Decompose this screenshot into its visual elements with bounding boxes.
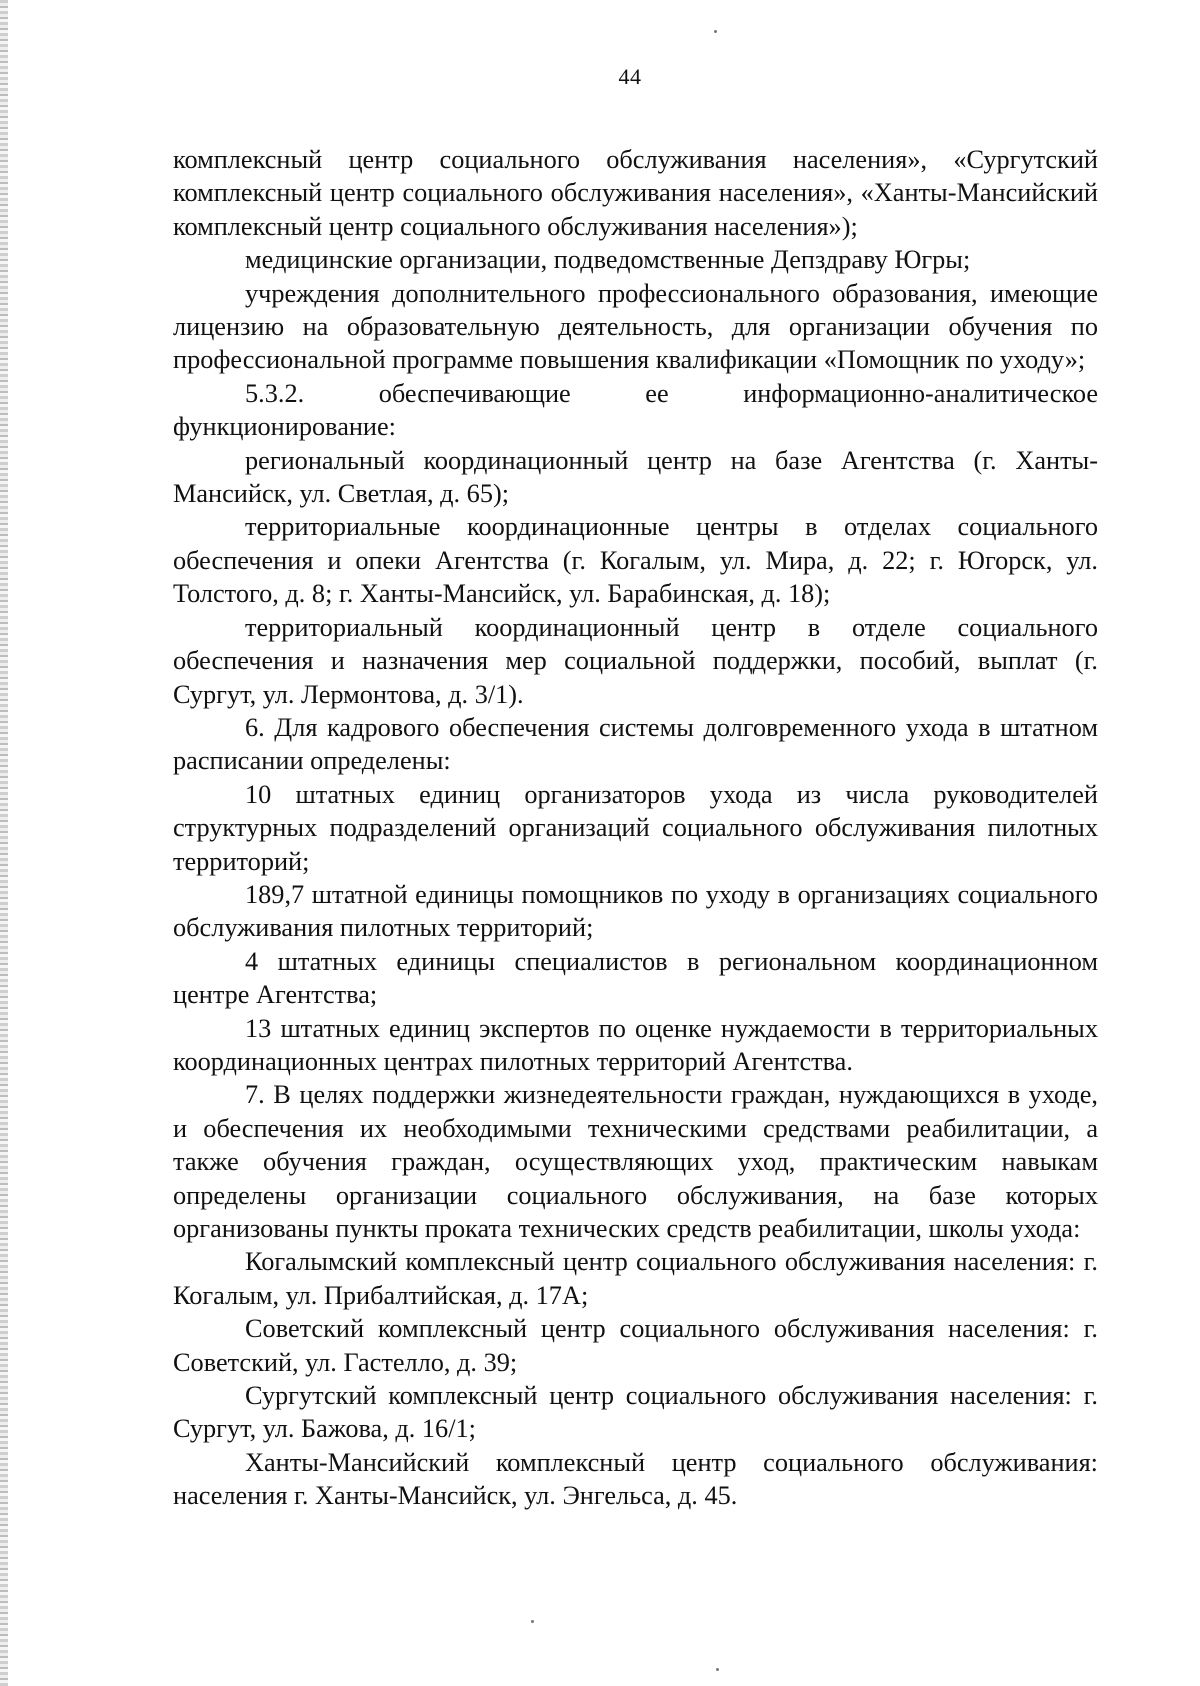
paragraph: Ханты-Мансийский комплексный центр социального обслуживания: населения г. Ханты-Мансийск, ул. Энгельса, д. 45. xyxy=(173,1447,1098,1511)
scan-edge-artifact xyxy=(0,0,8,1686)
page-number: 44 xyxy=(618,64,642,89)
paragraph: 7. В целях поддержки жизнедеятельности граждан, нуждающихся в уходе, и обеспечения их необходимыми техническими средствами реабилитации, а также обучения граждан, осуществляющих уход, практическим навыкам определены организации социального обслуживания, на базе которых организованы пункты проката технических средств реабилитации, школы ухода: xyxy=(173,1080,1098,1243)
paragraph-continued: комплексный центр социального обслуживания населения», «Сургутский комплексный центр социального обслуживания населения», «Ханты-Мансийский комплексный центр социального обслуживания населения»); xyxy=(173,145,1098,241)
paragraph: 6. Для кадрового обеспечения системы долговременного ухода в штатном расписании определены: xyxy=(173,712,1098,776)
paragraph: Сургутский комплексный центр социального обслуживания населения: г. Сургут, ул. Бажова, д. 16/1; xyxy=(173,1381,1098,1444)
paragraph: территориальный координационный центр в отделе социального обеспечения и назначения мер социальной поддержки, пособий, выплат (г. Сургут, ул. Лермонтова, д. 3/1). xyxy=(173,612,1098,709)
paragraph: 4 штатных единицы специалистов в региональном координационном центре Агентства; xyxy=(173,946,1098,1010)
paragraph: 10 штатных единиц организаторов ухода из числа руководителей структурных подразделений организаций социального обслуживания пилотных территорий; xyxy=(173,779,1098,876)
paragraph: территориальные координационные центры в отделах социального обеспечения и опеки Агентства (г. Когалым, ул. Мира, д. 22; г. Югорск, ул. Толстого, д. 8; г. Ханты-Мансийск, ул. Барабинская, д. 18); xyxy=(173,512,1098,609)
scan-speck xyxy=(714,30,717,33)
document-body xyxy=(173,143,1098,1513)
scan-speck xyxy=(531,1620,534,1623)
paragraph: учреждения дополнительного профессионального образования, имеющие лицензию на образовательную деятельность, для организации обучения по профессиональной программе повышения квалификации «Помощник по уходу»; xyxy=(173,278,1098,375)
paragraph: 13 штатных единиц экспертов по оценке нуждаемости в территориальных координационных центрах пилотных территорий Агентства. xyxy=(173,1013,1098,1076)
paragraph: медицинские организации, подведомственные Депздраву Югры; xyxy=(245,245,971,275)
paragraph: 5.3.2. обеспечивающие ее информационно-аналитическое функционирование: xyxy=(173,378,1098,442)
paragraph: Советский комплексный центр социального обслуживания населения: г. Советский, ул. Гастелло, д. 39; xyxy=(173,1314,1098,1377)
paragraph: региональный координационный центр на базе Агентства (г. Ханты-Мансийск, ул. Светлая, д. 65); xyxy=(173,445,1098,509)
scan-speck xyxy=(716,1668,719,1671)
paragraph: 189,7 штатной единицы помощников по уходу в организациях социального обслуживания пилотных территорий; xyxy=(173,879,1098,943)
paragraph: Когалымский комплексный центр социального обслуживания населения: г. Когалым, ул. Прибалтийская, д. 17А; xyxy=(173,1247,1098,1310)
